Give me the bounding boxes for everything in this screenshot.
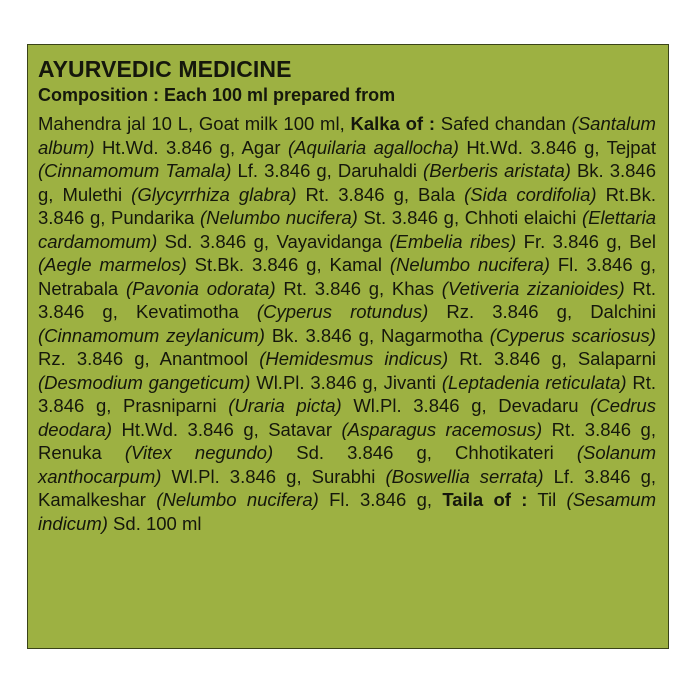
botanical-name: (Sesamum indicum): [38, 489, 656, 534]
botanical-name: (Aquilaria agallocha): [288, 136, 459, 158]
ingredient-label-panel: [27, 44, 669, 649]
botanical-name: (Cedrus deodara): [38, 395, 656, 440]
ingredient-text: Rt.Bk. 3.846 g, Pundarika: [38, 183, 656, 228]
ingredient-text: Til: [527, 489, 567, 510]
ingredient-text: Wl.Pl. 3.846 g, Devadaru: [341, 395, 591, 416]
ingredient-text: Wl.Pl. 3.846 g, Jivanti: [250, 371, 442, 393]
ingredient-text: Rt. 3.846 g, Salaparni: [448, 348, 656, 369]
botanical-name: (Nelumbo nucifera): [199, 207, 358, 228]
ingredient-text: Fl. 3.846 g, Netrabala: [38, 254, 656, 299]
ingredient-text: Ht.Wd. 3.846 g, Agar: [94, 136, 289, 158]
ingredient-text: Rz. 3.846 g, Anantmool: [38, 348, 260, 369]
botanical-name: (Aegle marmelos): [38, 254, 187, 275]
botanical-name: (Boswellia serrata): [385, 465, 544, 487]
botanical-name: (Santalum album): [38, 113, 656, 158]
botanical-name: (Cyperus rotundus): [256, 301, 429, 322]
ingredient-text: Bk. 3.846 g, Nagarmotha: [264, 324, 490, 346]
composition-text: [38, 112, 656, 535]
ingredient-text: Sd. 3.846 g, Vayavidanga: [157, 230, 390, 252]
ingredient-text: Rt. 3.846 g, Kevatimotha: [38, 277, 657, 322]
ingredient-text: Sd. 100 ml: [107, 512, 202, 534]
product-category-title: AYURVEDIC MEDICINE: [38, 56, 292, 82]
botanical-name: (Solanum xanthocarpum): [38, 442, 657, 487]
ingredient-text: Rt. 3.846 g, Khas: [275, 277, 442, 299]
botanical-name: (Embelia ribes): [389, 230, 517, 252]
ingredient-text: Lf. 3.846 g, Daruhaldi: [231, 160, 424, 181]
botanical-name: (Nelumbo nucifera): [156, 489, 319, 510]
botanical-name: (Elettaria cardamomum): [38, 207, 656, 252]
section-heading-inline: Taila of :: [442, 489, 528, 510]
composition-heading: Composition : Each 100 ml prepared from: [38, 85, 396, 105]
botanical-name: (Cyperus scariosus): [489, 324, 656, 346]
ingredient-text: Rt. 3.846 g, Renuka: [38, 418, 656, 463]
botanical-name: (Berberis aristata): [423, 160, 571, 181]
ingredient-text: Ht.Wd. 3.846 g, Satavar: [112, 418, 342, 440]
botanical-name: (Vitex negundo): [124, 442, 274, 463]
botanical-name: (Cinnamomum zeylanicum): [38, 324, 265, 346]
ingredient-text: Rt. 3.846 g, Prasniparni: [38, 371, 656, 416]
botanical-name: (Uraria picta): [228, 395, 342, 416]
botanical-name: (Sida cordifolia): [464, 183, 597, 205]
botanical-name: (Desmodium gangeticum): [38, 371, 251, 393]
botanical-name: (Glycyrrhiza glabra): [131, 183, 297, 205]
botanical-name: (Cinnamomum Tamala): [38, 160, 232, 181]
ingredient-text: Rz. 3.846 g, Dalchini: [428, 301, 657, 322]
botanical-name: (Asparagus racemosus): [341, 418, 543, 440]
ingredient-text: Lf. 3.846 g, Kamalkeshar: [38, 465, 657, 510]
section-heading-inline: Kalka of :: [350, 113, 436, 134]
ingredient-text: Fl. 3.846 g,: [318, 489, 443, 510]
botanical-name: (Hemidesmus indicus): [259, 348, 449, 369]
botanical-name: (Nelumbo nucifera): [389, 254, 550, 275]
ingredient-text: Mahendra jal 10 L, Goat milk 100 ml,: [38, 113, 351, 134]
ingredient-text: St. 3.846 g, Chhoti elaichi: [357, 207, 582, 228]
ingredient-text: Ht.Wd. 3.846 g, Tejpat: [458, 136, 656, 158]
botanical-name: (Vetiveria zizanioides): [441, 277, 625, 299]
ingredient-text: Fr. 3.846 g, Bel: [516, 230, 656, 252]
ingredient-text: Bk. 3.846 g, Mulethi: [38, 160, 656, 205]
ingredient-text: Sd. 3.846 g, Chhotikateri: [273, 442, 577, 463]
botanical-name: (Leptadenia reticulata): [441, 371, 627, 393]
botanical-name: (Pavonia odorata): [125, 277, 276, 299]
ingredient-text: St.Bk. 3.846 g, Kamal: [186, 254, 390, 275]
ingredient-text: Rt. 3.846 g, Bala: [296, 183, 465, 205]
ingredient-text: Wl.Pl. 3.846 g, Surabhi: [161, 465, 386, 487]
ingredient-text: Safed chandan: [435, 113, 572, 134]
